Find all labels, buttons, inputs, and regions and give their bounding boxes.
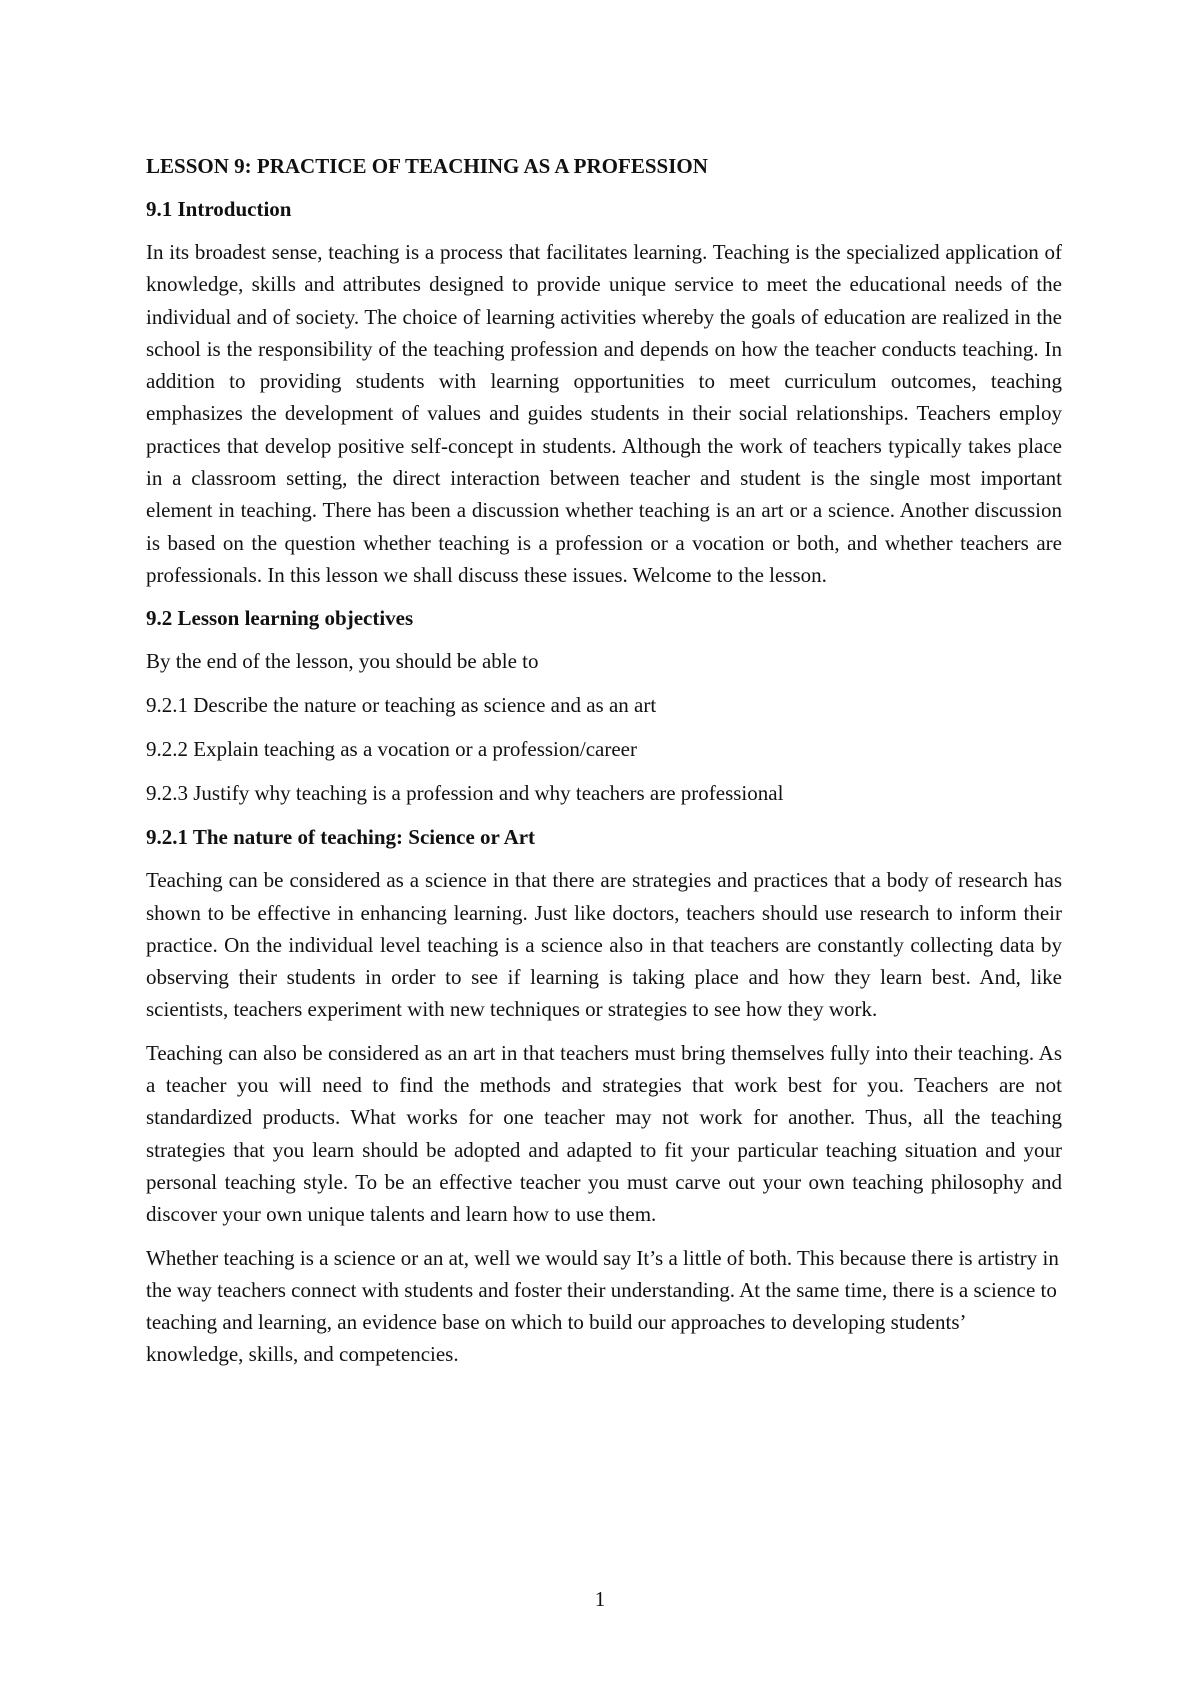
objective-item: 9.2.3 Justify why teaching is a profession and why teachers are professional — [146, 781, 784, 806]
science-paragraph: Teaching can be considered as a science in that there are strategies and practices that a body of research has shown to be effective in enhancing learning. Just like doctors, teachers should use research to inform their practice. On the individual level teaching is a science also in that teachers are constantly collecting data by observing their students in order to see if learning is taking place and how they learn best. And, like scientists, teachers experiment with new techniques or strategies to see how they work. — [146, 868, 1062, 1022]
document-page — [146, 150, 1062, 1382]
introduction-heading: 9.1 Introduction — [146, 197, 292, 221]
objectives-heading: 9.2 Lesson learning objectives — [146, 606, 414, 631]
lesson-title: LESSON 9: PRACTICE OF TEACHING AS A PROFESSION — [146, 154, 708, 178]
nature-of-teaching-heading: 9.2.1 The nature of teaching: Science or Art — [146, 825, 536, 850]
objective-item: 9.2.2 Explain teaching as a vocation or a profession/career — [146, 737, 637, 762]
objective-item: 9.2.1 Describe the nature or teaching as science and as an art — [146, 693, 657, 718]
objectives-lead: By the end of the lesson, you should be able to — [146, 649, 539, 674]
conclusion-paragraph: Whether teaching is a science or an at, well we would say It’s a little of both. This because there is artistry in the way teachers connect with students and foster their understanding. At the same time, there is a science to teaching and learning, an evidence base on which to build our approaches to developing students’ knowledge, skills, and competencies. — [146, 1245, 1059, 1367]
art-paragraph: Teaching can also be considered as an art in that teachers must bring themselves fully into their teaching. As a teacher you will need to find the methods and strategies that work best for you. Teachers are not standardized products. What works for one teacher may not work for another. Thus, all the teaching strategies that you learn should be adopted and adapted to fit your particular teaching situation and your personal teaching style. To be an effective teacher you must carve out your own teaching philosophy and discover your own unique talents and learn how to use them. — [146, 1040, 1062, 1227]
introduction-paragraph: In its broadest sense, teaching is a process that facilitates learning. Teaching is the specialized application of knowledge, skills and attributes designed to provide unique service to meet the educational needs of the individual and of society. The choice of learning activities whereby the goals of education are realized in the school is the responsibility of the teaching profession and depends on how the teacher conducts teaching. In addition to providing students with learning opportunities to meet curriculum outcomes, teaching emphasizes the development of values and guides students in their social relationships. Teachers employ practices that develop positive self-concept in students. Although the work of teachers typically takes place in a classroom setting, the direct interaction between teacher and student is the single most important element in teaching. There has been a discussion whether teaching is an art or a science. Another discussion is based on the question whether teaching is a profession or a vocation or both, and whether teachers are professionals. In this lesson we shall discuss these issues. Welcome to the lesson. — [146, 240, 1062, 587]
page-number: 1 — [594, 1587, 606, 1611]
